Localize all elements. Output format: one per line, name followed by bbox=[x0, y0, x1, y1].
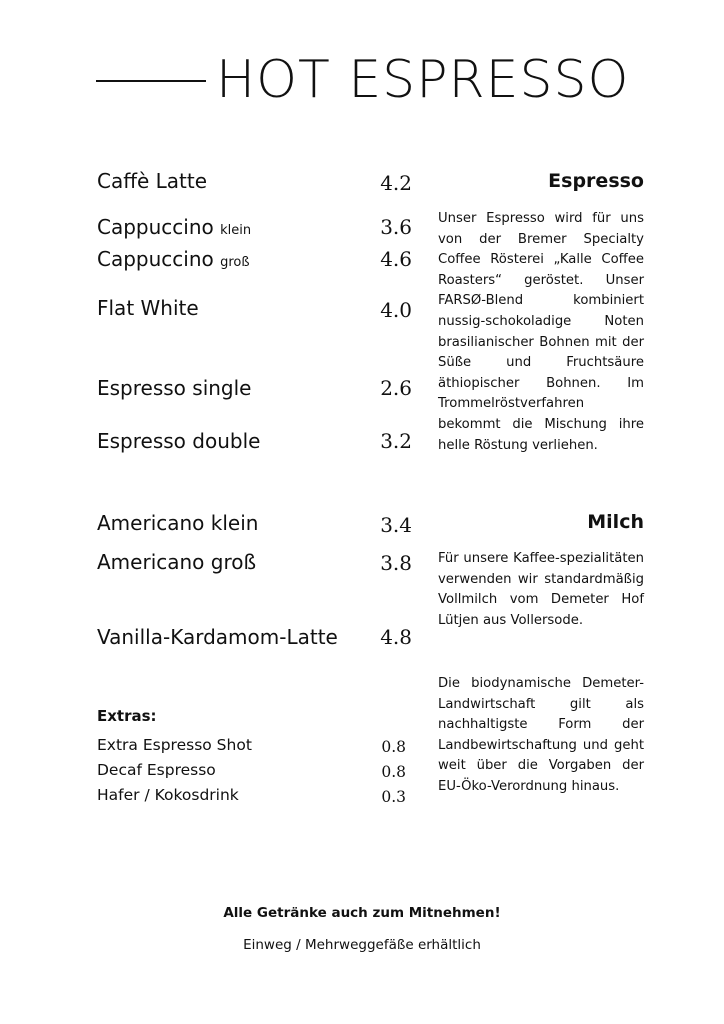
extra-item-name: Extra Espresso Shot bbox=[97, 736, 252, 754]
menu-item-name: Caffè Latte bbox=[97, 169, 208, 193]
extras-heading: Extras: bbox=[97, 707, 157, 725]
demeter-description: Die biodynamische Demeter-Landwirtschaft gilt als nachhaltigste Form der Landbewirtschaftung und geht weit über die Vorgaben der EU-Öko-Verordnung hinaus. bbox=[438, 676, 644, 794]
menu-item-price: 4.0 bbox=[380, 298, 412, 322]
menu-item-price: 3.6 bbox=[380, 215, 412, 239]
menu-item-name: Espresso double bbox=[97, 429, 261, 453]
title-rule bbox=[96, 80, 206, 82]
menu-item-name: Americano klein bbox=[97, 511, 259, 535]
menu-item-price: 4.6 bbox=[380, 247, 412, 271]
takeaway-note: Alle Getränke auch zum Mitnehmen! bbox=[223, 905, 501, 921]
menu-item-price: 3.2 bbox=[380, 429, 412, 453]
extra-item-price: 0.3 bbox=[381, 788, 406, 806]
menu-item-name: Espresso single bbox=[97, 376, 252, 400]
espresso-description: Unser Espresso wird für uns von der Bremer Specialty Coffee Rösterei „Kalle Coffee Roasters“ geröstet. Unser FARSØ-Blend kombiniert nussig-schokoladige Noten brasilianischer Bohnen mit der Süße und Fruchtsäure äthiopischer Bohnen. Im Trommelröstverfahren bekommt die Mischung ihre helle Röstung verliehen. bbox=[438, 211, 644, 453]
extra-item-name: Decaf Espresso bbox=[97, 761, 216, 779]
menu-item-name: Cappuccino klein bbox=[97, 215, 252, 239]
milch-description: Für unsere Kaffee-spezialitäten verwenden wir standardmäßig Vollmilch vom Demeter Hof Lütjen aus Vollersode. bbox=[438, 551, 644, 628]
menu-item-name: Flat White bbox=[97, 296, 199, 320]
menu-item-price: 4.2 bbox=[380, 171, 412, 195]
espresso-heading: Espresso bbox=[548, 170, 644, 192]
extra-item-name: Hafer / Kokosdrink bbox=[97, 786, 239, 804]
menu-item-price: 3.8 bbox=[380, 551, 412, 575]
milch-heading: Milch bbox=[587, 511, 644, 533]
menu-item-name: Cappuccino groß bbox=[97, 247, 250, 271]
menu-item-price: 4.8 bbox=[380, 625, 412, 649]
menu-item-price: 2.6 bbox=[380, 376, 412, 400]
menu-item-name: Americano groß bbox=[97, 550, 257, 574]
extra-item-price: 0.8 bbox=[381, 763, 406, 781]
extra-item-price: 0.8 bbox=[381, 738, 406, 756]
cup-note: Einweg / Mehrweggefäße erhältlich bbox=[243, 937, 481, 953]
page-title: HOT ESPRESSO bbox=[216, 50, 630, 110]
menu-item-price: 3.4 bbox=[380, 513, 412, 537]
menu-item-name: Vanilla-Kardamom-Latte bbox=[97, 625, 338, 649]
